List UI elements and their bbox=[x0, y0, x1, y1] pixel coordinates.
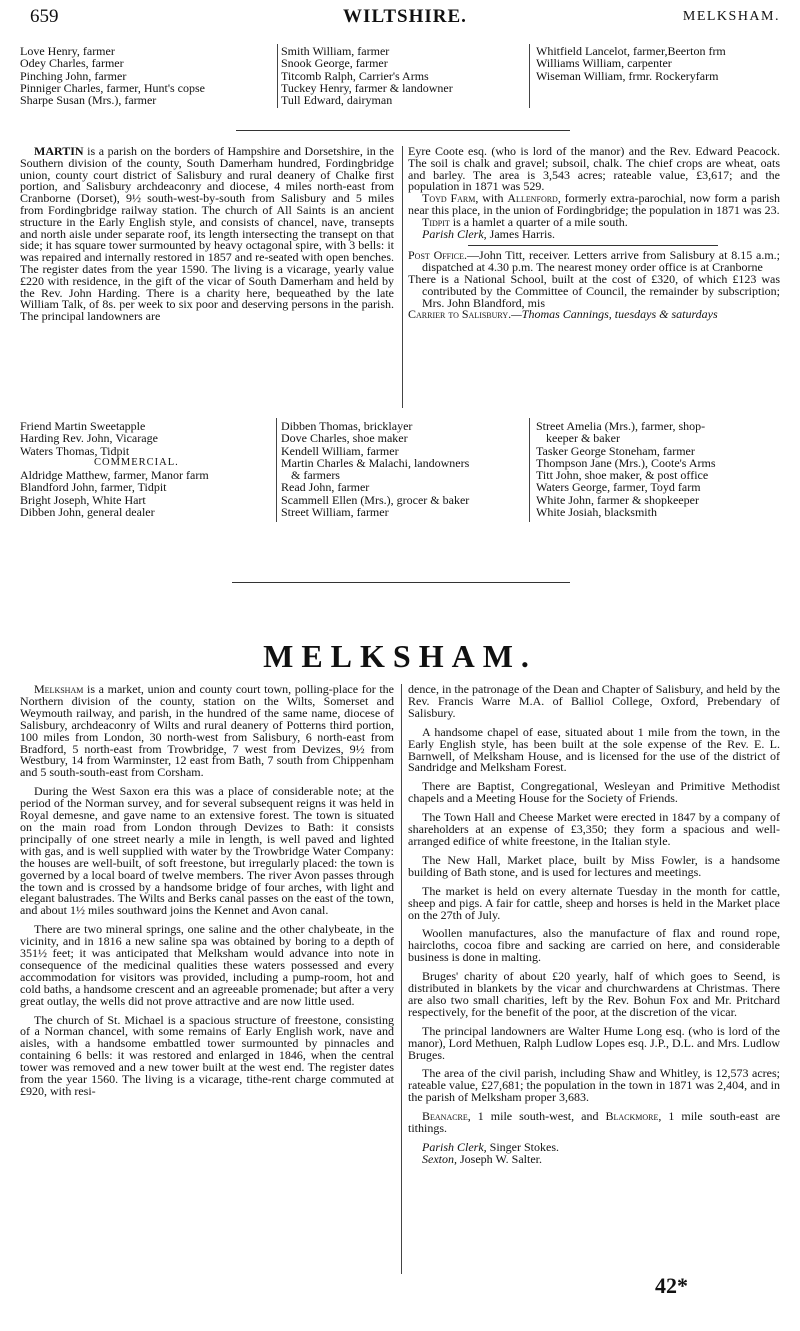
place-name: Melksham bbox=[34, 682, 84, 696]
page-header bbox=[30, 6, 780, 28]
directory-entry: Tuckey Henry, farmer & landowner bbox=[281, 80, 453, 95]
martin-text: is a parish on the borders of Hampshire and Dorsetshire, in the Southern division of the county, South Damerham hundred, Fordingbridge union, county court district of Salisbury and rural deanery of Chalke first portion, and Salisbury archdeaconry and diocese, 4 miles north-east from Cranborne (Dorset), 9½ south-west-by-south from Salisbury and 5 miles from Fordingbridge railway station. The church of All Saints is an ancient structure in the Early English style, and consists of chancel, nave, transepts and north aisle under separate roof, its length intersecting the transept on that side; it has square tower surmounted by heavy octagonal spire, with 3 bells: it was repaired and internally restored in 1857 and re-seated with open benches. The register dates from the year 1590. The living is a vicarage, yearly value £220 with residence, in the gift of the vicar of South Damerham and held by the Rev. John Harding. There is a charity here, bequeathed by the late William Talk, of 8s. per week to six poor and deserving persons in the parish. The principal landowners are bbox=[20, 144, 395, 324]
melksham-paragraph: The church of St. Michael is a spacious structure of freestone, consisting of a Norman chancel, with some remains of Early English work, nave and aisles, with a handsome embattled tower surmounted by pinnacles and containing 6 bells: it was restored and enlarged in 1846, when the central tower was removed and a new tower built at the west end. The register dates from the year 1560. The living is a vicarage, tithe-rent charge commuted at £920, with resi- bbox=[20, 1012, 394, 1098]
running-title: MELKSHAM. bbox=[682, 9, 780, 24]
tidpit-text: is a hamlet a quarter of a mile south. bbox=[452, 214, 628, 229]
place-name: MARTIN bbox=[34, 144, 84, 158]
place-name: Beanacre, bbox=[422, 1109, 471, 1124]
melksham-paragraph: A handsome chapel of ease, situated about 1 mile from the town, in the Early English style, has been built at the sole expense of the Rev. E. L. Barnwell, of Melksham House, and is licensed for the use of the district of Sandridge and Melksham Forest. bbox=[408, 724, 780, 775]
directory-entry: Tasker George Stoneham, farmer bbox=[536, 443, 695, 458]
directory-entry: & farmers bbox=[291, 468, 340, 483]
martin-directory-col-2 bbox=[281, 420, 526, 518]
melksham-paragraph: Bruges' charity of about £20 yearly, half of which goes to Seend, is distributed in blankets by the vicar and churchwardens at Christmas. There are also two small charities, left by the Rev. Bohun Fox and Mr. Pritchard respectively, for the benefit of the poor, at the discretion of the vicar. bbox=[408, 969, 780, 1019]
official-name: James Harris. bbox=[489, 226, 555, 241]
directory-entry: Snook George, farmer bbox=[281, 56, 388, 71]
top-directory-col-2 bbox=[281, 45, 526, 106]
sub-rule bbox=[468, 245, 718, 246]
directory-entry: Odey Charles, farmer bbox=[20, 56, 124, 71]
tithing-text: 1 mile south-west, and bbox=[477, 1109, 599, 1124]
melksham-paragraph: There are Baptist, Congregational, Wesleyan and Primitive Methodist chapels and a Meeting House for the Society of Friends. bbox=[408, 779, 780, 806]
column-rule bbox=[276, 418, 277, 522]
place-name: Blackmore, bbox=[605, 1109, 662, 1124]
directory-entry: Bright Joseph, White Hart bbox=[20, 492, 146, 507]
directory-entry: Kendell William, farmer bbox=[281, 443, 399, 458]
directory-entry: Harding Rev. John, Vicarage bbox=[20, 431, 158, 446]
directory-entry: Pinching John, farmer bbox=[20, 68, 127, 83]
directory-entry: Titt John, shoe maker, & post office bbox=[536, 468, 709, 483]
melksham-paragraph: The New Hall, Market place, built by Miss Fowler, is a handsome building of Bath stone, and is used for lectures and meetings. bbox=[408, 852, 780, 879]
school-text: There is a National School, built at the cost of £320, of which £123 was contributed by the Committee of Council, the remainder by subscription; Mrs. John Blandford, mis bbox=[408, 271, 780, 310]
county-heading: WILTSHIRE. bbox=[343, 6, 467, 27]
directory-entry: Aldridge Matthew, farmer, Manor farm bbox=[20, 468, 209, 483]
melksham-paragraph: The area of the civil parish, including Shaw and Whitley, is 12,573 acres; rateable value, £27,681; the population in the town in 1871 was 2,404, and in the parish of Melksham proper 3,683. bbox=[408, 1066, 780, 1105]
directory-entry: Smith William, farmer bbox=[281, 44, 390, 58]
column-rule bbox=[277, 44, 278, 108]
top-directory-col-3 bbox=[536, 45, 784, 82]
official-title: Parish Clerk, bbox=[422, 226, 487, 241]
toyd-text: formerly extra-parochial, now form a parish near this place, in the union of Fordingbridge; the population in 1871 was 23. bbox=[408, 191, 781, 217]
directory-entry: Waters George, farmer, Toyd farm bbox=[536, 480, 701, 495]
melksham-col-1 bbox=[20, 684, 394, 1098]
directory-entry: Tull Edward, dairyman bbox=[281, 93, 393, 108]
tithing-text: 1 mile south-east are tithings. bbox=[408, 1109, 781, 1136]
martin-description bbox=[20, 146, 394, 323]
directory-entry: Whitfield Lancelot, farmer,Beerton frm bbox=[536, 44, 726, 58]
official-name: Joseph W. Salter. bbox=[460, 1151, 543, 1166]
official-name: Singer Stokes. bbox=[489, 1140, 560, 1154]
column-rule bbox=[401, 684, 402, 1274]
official-title: Sexton, bbox=[422, 1151, 457, 1166]
place-name: Toyd Farm, bbox=[422, 191, 479, 206]
commercial-heading: COMMERCIAL. bbox=[94, 456, 179, 468]
carrier-label: Carrier to Salisbury. bbox=[408, 307, 512, 322]
signature-mark: 42* bbox=[655, 1273, 688, 1298]
directory-entry: Street William, farmer bbox=[281, 505, 389, 520]
directory-entry: Sharpe Susan (Mrs.), farmer bbox=[20, 93, 157, 108]
official-title: Parish Clerk, bbox=[422, 1140, 487, 1154]
post-office-text: —John Titt, receiver. Letters arrive from Salisbury at 8.15 a.m.; dispatched at 4.30 p.m. The nearest money order office is at Cranborne bbox=[422, 248, 780, 275]
directory-entry: Waters Thomas, Tidpit bbox=[20, 443, 130, 458]
section-rule bbox=[232, 582, 570, 583]
martin-description-cont bbox=[408, 146, 780, 321]
directory-entry: Blandford John, farmer, Tidpit bbox=[20, 480, 167, 495]
directory-entry: Martin Charles & Malachi, landowners bbox=[281, 455, 470, 470]
directory-entry: Thompson Jane (Mrs.), Coote's Arms bbox=[536, 455, 716, 470]
directory-entry: White John, farmer & shopkeeper bbox=[536, 492, 699, 507]
melksham-col-2 bbox=[408, 684, 780, 1166]
column-rule bbox=[402, 146, 403, 408]
connector-text: with bbox=[482, 191, 504, 206]
carrier-text: —Thomas Cannings, tuesdays & saturdays bbox=[511, 307, 718, 322]
directory-entry: Read John, farmer bbox=[281, 480, 370, 495]
melksham-title: MELKSHAM. bbox=[263, 638, 537, 674]
directory-entry: Titcomb Ralph, Carrier's Arms bbox=[281, 68, 429, 83]
post-office-label: Post Office. bbox=[408, 248, 468, 263]
melksham-paragraph: The principal landowners are Walter Hume Long esq. (who is lord of the manor), Lord Methuen, Ralph Ludlow Lopes esq. J.P., D.L. and Mrs. Ludlow Bruges. bbox=[408, 1023, 780, 1062]
martin-directory-col-1 bbox=[20, 420, 275, 518]
melksham-paragraph: dence, in the patronage of the Dean and Chapter of Salisbury, and held by the Rev. Francis Warre M.A. of Balliol College, Oxford, Prebendary of Salisbury. bbox=[408, 682, 780, 720]
directory-entry: Williams William, carpenter bbox=[536, 56, 672, 71]
directory-entry: Dibben Thomas, bricklayer bbox=[281, 419, 413, 433]
martin-directory-col-3 bbox=[536, 420, 784, 518]
directory-entry: Pinniger Charles, farmer, Hunt's copse bbox=[20, 80, 205, 95]
directory-entry: Wiseman William, frmr. Rockeryfarm bbox=[536, 68, 719, 83]
place-name: Allenford, bbox=[507, 191, 561, 206]
melksham-paragraph: Woollen manufactures, also the manufacture of flax and round rope, haircloths, cocoa fibre and sacking are carried on here, and considerable business is done in malting. bbox=[408, 926, 780, 965]
directory-entry: Street Amelia (Mrs.), farmer, shop- bbox=[536, 419, 706, 433]
place-name: Tidpit bbox=[422, 214, 450, 229]
melksham-paragraph: The market is held on every alternate Tuesday in the month for cattle, sheep and pigs. A fair for cattle, sheep and horses is held in the Market place on the 27th of July. bbox=[408, 883, 780, 922]
martin-text-continued: Eyre Coote esq. (who is lord of the manor) and the Rev. Edward Peacock. The soil is chalk and gravel; subsoil, chalk. The chief crops are wheat, oats and barley. The area is 3,543 acres; rateable value, £3,617; and the population in 1871 was 529. bbox=[408, 144, 780, 194]
directory-entry: Friend Martin Sweetapple bbox=[20, 419, 146, 433]
melksham-paragraph: The Town Hall and Cheese Market were erected in 1847 by a company of shareholders at an expense of £3,350; they form a spacious and well-arranged edifice of white freestone, in the Italian style. bbox=[408, 810, 780, 848]
directory-entry: Love Henry, farmer bbox=[20, 44, 115, 58]
directory-entry: Dove Charles, shoe maker bbox=[281, 431, 408, 446]
column-rule bbox=[529, 44, 530, 108]
melksham-paragraph: There are two mineral springs, one saline and the other chalybeate, in the vicinity, and in 1816 a new saline spa was obtained by boring to a depth of 351½ feet; it was anticipated that Melksham would advance into note in consequence of the medicinal qualities these waters possessed and every accommodation for visitors was provided, including a pump-room, hot and cold baths, a handsome crescent and an agreeable promenade; but after a very great outlay, the wells did not prove attractive and are now little used. bbox=[20, 922, 394, 1008]
section-rule bbox=[236, 130, 570, 131]
melksham-paragraph: During the West Saxon era this was a place of considerable note; at the period of the Norman survey, and for several subsequent reigns it was held in Royal demesne, and gave name to an extensive forest. The town is situated on the main road from London through Devizes to Bath: it consists principally of one street nearly a mile in length, is well paved and lighted with gas, and is well supplied with water by the Trowbridge Water Company: the houses are well-built, of soft freestone, but irregularly placed: the town is governed by a local board of twelve members. The river Avon passes through the town and is crossed by a handsome bridge of four arches, with light and elegant balustrades. The Wilts and Berks canal passes on the east of the town, and about 1½ miles southward joins the Kennet and Avon canal. bbox=[20, 784, 394, 918]
directory-entry: keeper & baker bbox=[546, 431, 620, 446]
directory-entry: White Josiah, blacksmith bbox=[536, 505, 657, 520]
melksham-intro: is a market, union and county court town, polling-place for the Northern division of the county, station on the Wilts, Somerset and Weymouth railway, and parish, in the hundred of the same name, diocese of Salisbury, archdeaconry of Wilts and rural deanery of Potterns third portion, 100 miles from London, 30 north-west from Salisbury, 6 north-east from Bradford, 5 north-east from Trowbridge, 7 west from Devizes, 9½ from Westbury, 14 from Warminster, 12 east from Bath, 7 south from Chippenham and 5 south-south-east from Corsham. bbox=[20, 682, 395, 780]
column-rule bbox=[529, 418, 530, 522]
directory-entry: Dibben John, general dealer bbox=[20, 505, 155, 520]
directory-entry: Scammell Ellen (Mrs.), grocer & baker bbox=[281, 492, 470, 507]
page-number: 659 bbox=[30, 6, 59, 27]
top-directory-col-1 bbox=[20, 45, 275, 106]
